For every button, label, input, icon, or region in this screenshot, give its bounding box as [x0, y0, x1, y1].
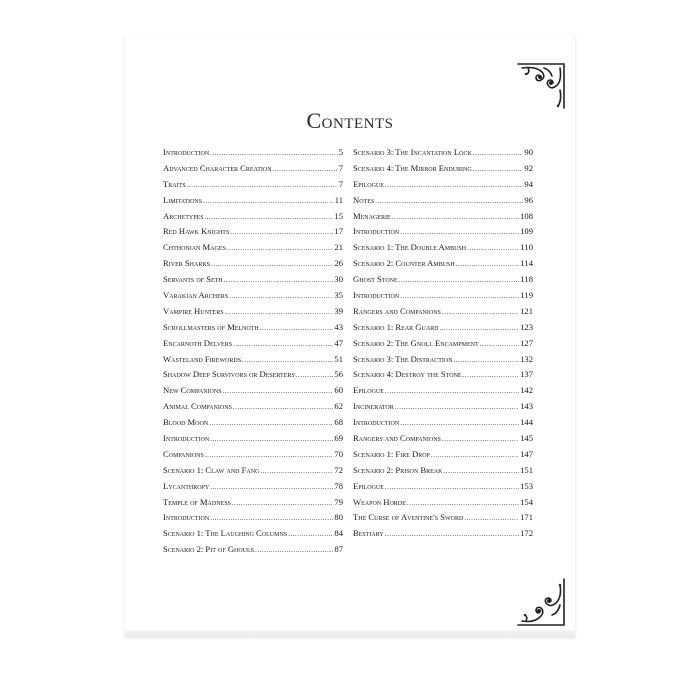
toc-entry-title: Wasteland Firewords	[163, 353, 242, 364]
toc-entry	[353, 417, 533, 433]
toc-leader-dots	[473, 149, 524, 157]
toc-entry-title: Red Hawk Knights	[163, 226, 230, 237]
toc-entry	[163, 163, 343, 179]
toc-leader-dots	[255, 546, 333, 554]
toc-entry-page: 30	[334, 274, 343, 285]
toc-entry-title: Animal Companions	[163, 401, 232, 412]
toc-entry-page: 35	[334, 290, 343, 301]
toc-leader-dots	[205, 213, 334, 221]
toc-entry-title: Scenario 4: Destroy the Stone	[353, 369, 462, 380]
toc-entry-page: 62	[334, 401, 343, 412]
toc-leader-dots	[375, 197, 523, 205]
toc-leader-dots	[400, 292, 519, 300]
toc-entry-title: Scenario 1: The Laughing Columns	[163, 528, 288, 539]
toc-entry-page: 118	[520, 274, 533, 285]
toc-entry-page: 145	[520, 433, 533, 444]
toc-entry-title: Introduction	[163, 433, 210, 444]
toc-entry-page: 132	[520, 353, 533, 364]
toc-entry-title: Introduction	[353, 290, 400, 301]
toc-entry	[163, 449, 343, 465]
toc-entry	[163, 528, 343, 544]
toc-column-right	[353, 147, 533, 544]
toc-entry-title: Scenario 4: The Mirror Enduring	[353, 162, 472, 173]
toc-entry-title: Advanced Character Creation	[163, 162, 272, 173]
toc-column-left	[163, 147, 343, 560]
toc-entry-title: River Sharks	[163, 258, 210, 269]
toc-leader-dots	[205, 451, 334, 459]
toc-leader-dots	[232, 499, 334, 507]
toc-entry-page: 92	[524, 162, 533, 173]
toc-entry-page: 43	[334, 321, 343, 332]
toc-entry	[163, 258, 343, 274]
toc-entry	[353, 385, 533, 401]
toc-entry-title: Incinerator	[353, 401, 394, 412]
toc-entry-title: Scenario 2: The Gnoll Encampment	[353, 337, 479, 348]
toc-entry	[353, 290, 533, 306]
toc-entry-page: 109	[520, 226, 533, 237]
toc-entry-title: Encarnoth Delvers	[163, 337, 233, 348]
toc-entry-title: Ghost Stone	[353, 274, 398, 285]
toc-entry-page: 72	[334, 464, 343, 475]
toc-entry-page: 142	[520, 385, 533, 396]
toc-entry-title: Scenario 1: The Double Ambush	[353, 242, 467, 253]
toc-entry	[163, 179, 343, 195]
toc-entry	[353, 322, 533, 338]
toc-entry	[353, 465, 533, 481]
corner-ornament-bottom-icon	[516, 577, 568, 629]
toc-entry	[353, 449, 533, 465]
toc-entry-page: 127	[520, 337, 533, 348]
toc-leader-dots	[210, 514, 333, 522]
toc-entry-page: 143	[520, 401, 533, 412]
toc-entry	[353, 497, 533, 513]
toc-leader-dots	[224, 276, 334, 284]
toc-leader-dots	[230, 228, 333, 236]
toc-leader-dots	[395, 403, 519, 411]
toc-leader-dots	[211, 260, 333, 268]
toc-entry-page: 56	[334, 369, 343, 380]
toc-entry-page: 70	[334, 448, 343, 459]
toc-entry-page: 137	[520, 369, 533, 380]
toc-entry	[163, 481, 343, 497]
toc-entry	[163, 226, 343, 242]
toc-entry-title: Chthonian Mages	[163, 242, 226, 253]
toc-entry-page: 172	[520, 528, 533, 539]
toc-entry-page: 90	[524, 147, 533, 157]
toc-entry-page: 151	[520, 464, 533, 475]
page-title: Contents	[306, 108, 394, 133]
toc-entry-title: Lycanthropy	[163, 480, 210, 491]
toc-entry-title: Scenario 3: The Distraction	[353, 353, 453, 364]
toc-entry-title: Archetypes	[163, 210, 204, 221]
toc-entry-page: 21	[334, 242, 343, 253]
toc-entry	[163, 290, 343, 306]
toc-entry-page: 121	[520, 305, 533, 316]
toc-entry-title: Scenario 3: The Incantation Lock	[353, 147, 472, 157]
toc-entry	[163, 385, 343, 401]
toc-leader-dots	[385, 387, 519, 395]
toc-entry-page: 68	[334, 417, 343, 428]
toc-entry	[163, 433, 343, 449]
toc-leader-dots	[210, 435, 333, 443]
toc-entry	[353, 512, 533, 528]
toc-leader-dots	[456, 260, 520, 268]
toc-entry	[353, 226, 533, 242]
toc-entry-title: Weapon Horde	[353, 496, 406, 507]
toc-entry-title: Menagerie	[353, 210, 391, 221]
toc-entry	[163, 401, 343, 417]
toc-entry	[353, 369, 533, 385]
toc-entry-page: 96	[524, 194, 533, 205]
toc-entry-page: 15	[334, 210, 343, 221]
toc-entry-page: 69	[334, 433, 343, 444]
toc-leader-dots	[385, 483, 519, 491]
toc-entry	[353, 163, 533, 179]
toc-entry-page: 80	[334, 512, 343, 523]
toc-entry	[163, 274, 343, 290]
toc-leader-dots	[442, 435, 519, 443]
toc-leader-dots	[392, 213, 519, 221]
toc-entry-page: 47	[334, 337, 343, 348]
toc-entry-title: Notes	[353, 194, 375, 205]
toc-entry	[353, 528, 533, 544]
toc-entry-page: 110	[520, 242, 533, 253]
toc-entry-page: 108	[520, 210, 533, 221]
toc-leader-dots	[385, 530, 519, 538]
toc-entry-page: 84	[334, 528, 343, 539]
toc-entry	[163, 147, 343, 163]
toc-leader-dots	[229, 292, 333, 300]
toc-entry-title: Rangers and Companions	[353, 433, 441, 444]
toc-entry-page: 147	[520, 448, 533, 459]
toc-entry-page: 154	[520, 496, 533, 507]
toc-entry-title: Limitations	[163, 194, 203, 205]
toc-entry-title: Varakian Archers	[163, 290, 229, 301]
toc-entry	[353, 401, 533, 417]
toc-entry-title: New Companions	[163, 385, 222, 396]
toc-leader-dots	[431, 451, 519, 459]
toc-entry-title: Scenario 2: Pit of Ghouls	[163, 544, 255, 555]
toc-entry	[353, 354, 533, 370]
toc-entry	[353, 242, 533, 258]
toc-leader-dots	[385, 181, 523, 189]
toc-entry-title: Servants of Seth	[163, 274, 223, 285]
toc-entry	[163, 211, 343, 227]
toc-entry-title: Traits	[163, 178, 186, 189]
toc-entry-title: Shadow Deep Survivors or Deserters	[163, 369, 295, 380]
toc-entry-page: 94	[524, 178, 533, 189]
toc-entry-title: Scrollmasters of Melnoth	[163, 321, 259, 332]
toc-entry	[353, 211, 533, 227]
toc-leader-dots	[407, 499, 519, 507]
toc-leader-dots	[209, 419, 333, 427]
toc-entry-title: Vampire Hunters	[163, 305, 224, 316]
toc-leader-dots	[399, 276, 520, 284]
toc-entry-page: 7	[338, 178, 343, 189]
toc-leader-dots	[480, 340, 520, 348]
toc-entry-title: Scenario 2: Prison Break	[353, 464, 443, 475]
toc-entry-title: Scenario 2: Counter Ambush	[353, 258, 455, 269]
toc-leader-dots	[187, 181, 338, 189]
toc-entry-page: 87	[334, 544, 343, 555]
toc-leader-dots	[223, 387, 334, 395]
toc-entry	[163, 242, 343, 258]
toc-entry-title: Introduction	[353, 417, 400, 428]
toc-leader-dots	[473, 165, 524, 173]
toc-entry-title: Scenario 1: Rear Guard	[353, 321, 439, 332]
toc-entry	[353, 433, 533, 449]
toc-entry-title: Introduction	[353, 226, 400, 237]
toc-entry-page: 123	[520, 321, 533, 332]
toc-entry-title: Epilogue	[353, 385, 384, 396]
toc-entry	[353, 258, 533, 274]
toc-leader-dots	[203, 197, 334, 205]
toc-entry	[163, 417, 343, 433]
toc-entry-page: 78	[334, 480, 343, 491]
toc-entry	[163, 322, 343, 338]
toc-entry-page: 153	[520, 480, 533, 491]
toc-entry	[163, 512, 343, 528]
toc-leader-dots	[464, 514, 519, 522]
toc-leader-dots	[463, 371, 520, 379]
toc-leader-dots	[296, 371, 334, 379]
toc-leader-dots	[454, 356, 520, 364]
toc-leader-dots	[288, 530, 333, 538]
toc-entry	[353, 195, 533, 211]
toc-entry-page: 39	[334, 305, 343, 316]
toc-leader-dots	[440, 324, 520, 332]
toc-entry-title: The Curse of Aventine's Sword	[353, 512, 464, 523]
toc-entry-page: 60	[334, 385, 343, 396]
toc-entry	[163, 544, 343, 560]
toc-entry-title: Scenario 1: Fire Drop	[353, 448, 430, 459]
toc-entry-title: Epilogue	[353, 480, 384, 491]
toc-entry-page: 144	[520, 417, 533, 428]
corner-ornament-top-icon	[516, 60, 568, 112]
toc-leader-dots	[467, 244, 519, 252]
toc-leader-dots	[225, 308, 334, 316]
toc-entry	[163, 465, 343, 481]
toc-entry	[163, 338, 343, 354]
toc-leader-dots	[210, 483, 333, 491]
toc-entry-title: Bestiary	[353, 528, 384, 539]
toc-leader-dots	[227, 244, 334, 252]
toc-entry-page: 171	[520, 512, 533, 523]
toc-leader-dots	[442, 308, 519, 316]
toc-entry	[353, 481, 533, 497]
toc-entry	[353, 274, 533, 290]
toc-leader-dots	[233, 403, 334, 411]
toc-entry-page: 17	[334, 226, 343, 237]
toc-entry	[353, 306, 533, 322]
toc-entry	[353, 147, 533, 163]
toc-entry-title: Blood Moon	[163, 417, 209, 428]
toc-leader-dots	[233, 340, 333, 348]
toc-leader-dots	[242, 356, 333, 364]
toc-entry-title: Epilogue	[353, 178, 384, 189]
toc-leader-dots	[260, 324, 334, 332]
toc-entry-title: Companions	[163, 448, 204, 459]
toc-entry	[163, 195, 343, 211]
toc-entry-page: 79	[334, 496, 343, 507]
toc-leader-dots	[400, 419, 519, 427]
toc-entry	[163, 306, 343, 322]
toc-leader-dots	[273, 165, 338, 173]
toc-leader-dots	[260, 467, 333, 475]
toc-entry-page: 5	[338, 147, 343, 157]
toc-entry-page: 11	[334, 194, 343, 205]
toc-entry-page: 51	[334, 353, 343, 364]
toc-entry	[353, 338, 533, 354]
page-shadow	[125, 630, 575, 638]
toc-entry-page: 26	[334, 258, 343, 269]
toc-entry-title: Rangers and Companions	[353, 305, 441, 316]
toc-entry	[163, 497, 343, 513]
toc-leader-dots	[210, 149, 338, 157]
toc-entry-page: 114	[520, 258, 533, 269]
toc-entry	[163, 354, 343, 370]
toc-entry-title: Temple of Madness	[163, 496, 231, 507]
toc-entry-page: 7	[338, 162, 343, 173]
toc-leader-dots	[400, 228, 519, 236]
toc-entry	[353, 179, 533, 195]
toc-entry-title: Introduction	[163, 512, 210, 523]
toc-entry-title: Scenario 1: Claw and Fang	[163, 464, 260, 475]
toc-entry	[163, 369, 343, 385]
toc-leader-dots	[443, 467, 519, 475]
toc-entry-title: Introduction	[163, 147, 210, 157]
toc-entry-page: 119	[520, 290, 533, 301]
